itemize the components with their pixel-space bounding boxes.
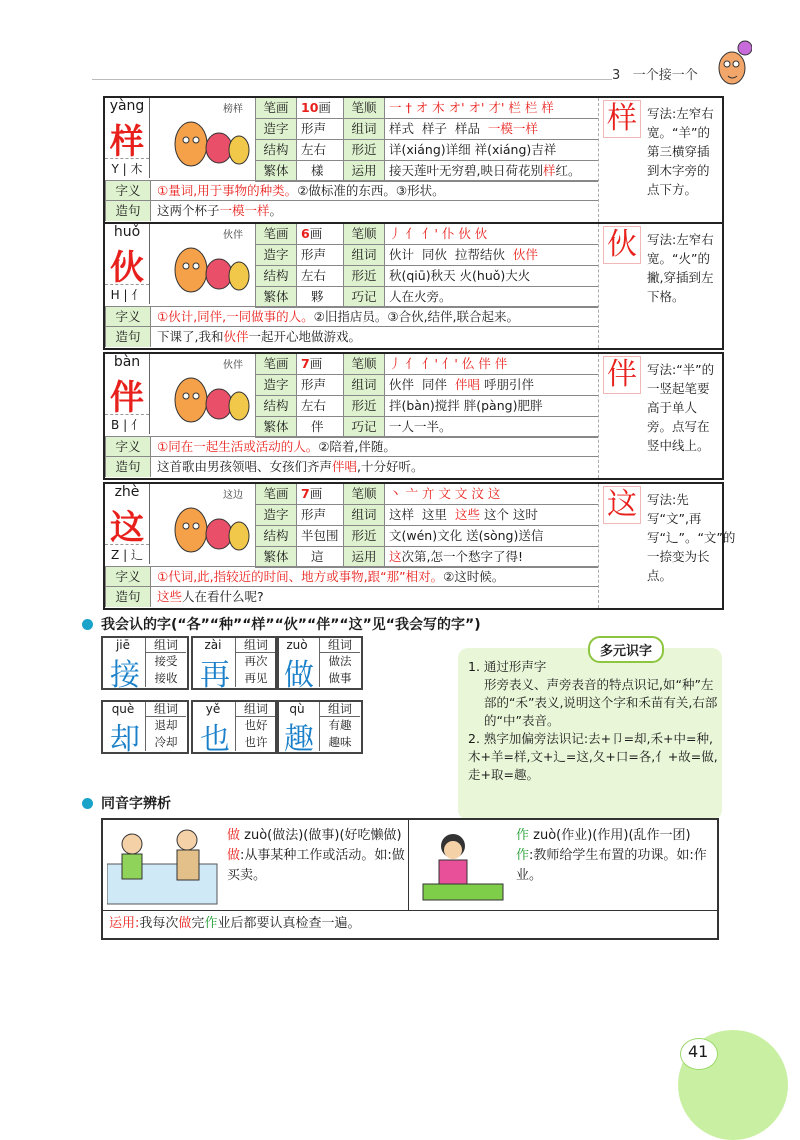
zuo-explanation: [227, 826, 409, 886]
zuci-words: [385, 505, 538, 525]
recognize-zuci-label: 组词: [319, 638, 360, 653]
usage-part: 我每次: [139, 916, 179, 931]
zuci-words: [385, 375, 534, 395]
label-zaozi: 造字: [255, 375, 297, 395]
zuci-words: [385, 119, 538, 139]
zuo-def: :从事某种工作或活动。如:做买卖。: [227, 848, 405, 883]
recognize-pinyin: jiē: [115, 638, 131, 652]
similar-chars: 拌(bàn)搅拌 胖(pàng)肥胖: [389, 398, 543, 413]
zuci-word: 同伙: [421, 247, 447, 262]
row-zaoju: [105, 200, 598, 221]
mascot-icon: [712, 38, 752, 88]
sentence-post: ,十分好听。: [357, 459, 424, 474]
row-jiegou: [255, 266, 598, 287]
stroke-suffix: 画: [309, 486, 323, 501]
row-zaozi: [255, 375, 598, 396]
stroke-count: [297, 98, 345, 118]
char-structure: Z | 辶: [105, 544, 149, 565]
row-zaozi: [255, 505, 598, 526]
label-bihua: 笔画: [255, 484, 297, 504]
zuci-tail: 呼朋引伴: [483, 377, 534, 392]
recognize-word-1: 再次: [235, 653, 276, 670]
stroke-count: [297, 484, 345, 504]
label-zuci: 组词: [343, 505, 385, 525]
meaning-rest: ②这时候。: [443, 569, 505, 584]
char-box: [105, 354, 150, 434]
struct-letter: B: [111, 418, 120, 432]
row-zaoju: [105, 456, 598, 477]
label-jiegou: 结构: [255, 526, 297, 546]
page-number-badge: [678, 1030, 788, 1140]
char-info-grid: [255, 224, 598, 308]
zuo-words: zuò(做法)(做事)(好吃懒做): [240, 828, 402, 843]
char-structure: Y | 木: [105, 158, 149, 179]
recognize-pinyin: qù: [289, 702, 305, 716]
writing-tip-panel: [598, 224, 723, 348]
homophone-title-text: 同音字辨析: [101, 796, 171, 812]
chapter-header: [612, 64, 698, 83]
tip-char: 这: [603, 486, 641, 524]
struct-radical: 辶: [130, 548, 143, 562]
zuci-word: 样子: [421, 121, 447, 136]
recognize-pinyin: què: [111, 702, 135, 716]
usage-sentence: [103, 910, 717, 936]
zuci-word: 样式: [389, 121, 415, 136]
recognize-char: 接: [110, 658, 140, 693]
label-xingjin: 形近: [343, 396, 385, 416]
char-info-grid: [255, 354, 598, 438]
usage-pre: 人在火旁。: [389, 289, 452, 304]
similar-chars: 详(xiáng)详细 祥(xiáng)吉祥: [389, 142, 557, 157]
recognize-word-1: 也好: [235, 717, 276, 734]
recognize-pinyin: yě: [205, 702, 221, 716]
label-zuci: 组词: [343, 375, 385, 395]
label-jiqiao: 巧记: [343, 287, 385, 307]
recognize-zuci-label: 组词: [235, 702, 276, 717]
illustration-caption: 伙伴: [223, 360, 243, 371]
recognize-char: 也: [200, 722, 230, 757]
recognize-word-2: 接收: [145, 670, 186, 687]
row-zaozi: [255, 245, 598, 266]
usage-text: [385, 287, 452, 307]
struct-letter: H: [110, 288, 120, 302]
zuci-highlight: 一模一样: [487, 121, 538, 136]
similar-chars: 文(wén)文化 送(sòng)送信: [389, 528, 544, 543]
illustration-caption: 伙伴: [223, 230, 243, 241]
zuci-word: 样品: [454, 121, 480, 136]
sentence-red: 伙伴: [223, 329, 249, 344]
char-card-3: [103, 482, 736, 610]
usage-zuo: 做: [178, 916, 192, 931]
usage-red: 这: [389, 549, 402, 564]
label-zaozi: 造字: [255, 119, 297, 139]
zuci-word: 伙伴: [389, 377, 415, 392]
char-info-grid: [255, 98, 598, 182]
sentence-pre: 下课了,我和: [157, 329, 224, 344]
stroke-order: 丿 亻 亻' 亻' 仫 伴 伴: [389, 356, 508, 371]
recognize-card-3: [101, 700, 189, 757]
formation: 形声: [301, 247, 327, 262]
label-xingjin: 形近: [343, 526, 385, 546]
recognize-zuci-label: 组词: [145, 702, 186, 717]
usage-tail: 次第,怎一个愁字了得!: [401, 549, 524, 564]
sentence-red: 一模一样: [219, 203, 270, 218]
meaning-red: ①量词,用于事物的种类。: [157, 183, 298, 198]
usage-red: 样: [542, 163, 556, 178]
label-zaoju: 造句: [105, 201, 151, 221]
meaning-rest: ②做标准的东西。③形状。: [297, 183, 445, 198]
label-jiegou: 结构: [255, 266, 297, 286]
row-fanti: [255, 417, 598, 438]
char-large: 这: [110, 508, 144, 548]
label-zaoju: 造句: [105, 327, 151, 347]
writing-tip-panel: [598, 484, 736, 608]
char-info-grid: [255, 484, 598, 568]
stroke-number: 10: [301, 100, 319, 115]
sentence-red: 这些: [157, 589, 183, 604]
label-bishun: 笔顺: [343, 98, 385, 118]
row-zaozi: [255, 119, 598, 140]
label-xingjin: 形近: [343, 140, 385, 160]
sentence-text: [153, 327, 361, 347]
homophone-box: [101, 818, 719, 940]
sentence-pre: 这两个杯子: [157, 203, 220, 218]
label-bihua: 笔画: [255, 354, 297, 374]
recognize-zuci-label: 组词: [319, 702, 360, 717]
zuci-word: 这样: [389, 507, 415, 522]
structure-type: 左右: [301, 142, 327, 157]
tip-char: 伴: [603, 356, 641, 394]
multi-literacy-text: [468, 658, 718, 784]
char-structure: H | 亻: [105, 284, 149, 305]
usage-part: 完: [191, 916, 205, 931]
label-jiqiao: 运用: [343, 161, 385, 181]
recognize-pinyin: zài: [204, 638, 222, 652]
recognize-word-2: 趣味: [319, 734, 360, 751]
recognize-word-2: 再见: [235, 670, 276, 687]
sentence-text: [153, 201, 282, 221]
usage-zuo2: 作: [204, 916, 218, 931]
zuo-char: 做: [227, 828, 241, 843]
multi-literacy-box: [458, 644, 722, 820]
recognize-card-5: [275, 700, 363, 757]
zuci-highlight: 伴唱: [454, 377, 480, 392]
row-fanti: [255, 161, 598, 182]
struct-radical: 木: [130, 162, 143, 176]
recognize-char: 再: [200, 658, 230, 693]
formation: 形声: [301, 377, 327, 392]
row-ziyi: [105, 436, 598, 457]
char-box: [105, 98, 150, 178]
label-ziyi: 字义: [105, 181, 151, 201]
label-fanti: 繁体: [255, 287, 297, 307]
label-bishun: 笔顺: [343, 224, 385, 244]
zuci-tail: 这个 这时: [483, 507, 538, 522]
zuo2-explanation: [516, 826, 712, 886]
writing-tip: 写法:左窄右宽。“火”的撇,穿插到左下格。: [647, 232, 714, 304]
zuci-highlight: 伙伴: [512, 247, 538, 262]
meaning-text: [153, 437, 396, 457]
stroke-suffix: 画: [318, 100, 331, 115]
row-fanti: [255, 547, 598, 568]
recognize-word-1: 退却: [145, 717, 186, 734]
usage-pre: 一人一半。: [389, 419, 452, 434]
row-zaoju: [105, 326, 598, 347]
usage-label: 运用:: [109, 916, 140, 931]
label-ziyi: 字义: [105, 437, 151, 457]
recognize-card-0: [101, 636, 189, 693]
char-card-0: [103, 96, 724, 224]
header-rule: [92, 79, 612, 80]
structure-type: 半包围: [301, 528, 339, 543]
sentence-post: 。: [269, 203, 283, 218]
row-strokes: [255, 224, 598, 245]
stroke-order: 一 † オ 木 オ' オ' 才' 栏 栏 样: [389, 100, 554, 115]
row-jiegou: [255, 140, 598, 161]
row-ziyi: [105, 306, 598, 327]
sentence-text: [153, 587, 264, 607]
row-strokes: [255, 484, 598, 505]
recognize-word-2: 冷却: [145, 734, 186, 751]
stroke-number: 6: [301, 226, 310, 241]
zuo-def-char: 做: [227, 848, 241, 863]
char-card-2: [103, 352, 724, 480]
chapter-number: 3: [612, 68, 621, 83]
writing-tip: 写法:先写“文”,再写“辶”。“文”的一捺变为长点。: [647, 492, 736, 583]
struct-letter: Y: [111, 162, 119, 176]
section-bullet-icon: [82, 619, 93, 630]
label-zaozi: 造字: [255, 505, 297, 525]
zuo2-char: 作: [516, 828, 530, 843]
label-jiqiao: 巧记: [343, 417, 385, 437]
recognize-pinyin: zuò: [286, 638, 308, 652]
struct-radical: 亻: [131, 288, 144, 302]
char-pinyin: bàn: [113, 354, 141, 370]
formation: 形声: [301, 121, 327, 136]
chapter-title: 一个接一个: [632, 68, 698, 83]
writing-tip: 写法:“半”的一竖起笔要高于单人旁。点写在竖中线上。: [647, 362, 715, 453]
traditional-char: 夥: [311, 289, 324, 304]
traditional-char: 樣: [311, 163, 324, 178]
zuci-word: 拉帮结伙: [454, 247, 505, 262]
recognize-zuci-label: 组词: [145, 638, 186, 653]
homophone-section-title: [82, 793, 171, 813]
sentence-red: 伴唱: [332, 459, 358, 474]
recognize-word-2: 做事: [319, 670, 360, 687]
usage-pre: 接天莲叶无穷碧,映日荷花别: [389, 163, 543, 178]
row-jiegou: [255, 396, 598, 417]
label-bishun: 笔顺: [343, 354, 385, 374]
zuci-word: 伙计: [389, 247, 415, 262]
label-jiqiao: 运用: [343, 547, 385, 567]
zuci-word: 同伴: [421, 377, 447, 392]
traditional-char: 伴: [311, 419, 324, 434]
char-structure: B | 亻: [105, 414, 149, 435]
char-card-1: [103, 222, 724, 350]
label-jiegou: 结构: [255, 396, 297, 416]
recognize-zuci-label: 组词: [235, 638, 276, 653]
recognize-card-4: [191, 700, 279, 757]
meaning-red: ①伙计,同伴,一同做事的人。: [157, 309, 314, 324]
label-fanti: 繁体: [255, 547, 297, 567]
struct-letter: Z: [111, 548, 120, 562]
recognize-card-2: [275, 636, 363, 693]
divider: [408, 820, 409, 910]
recognize-char: 做: [284, 658, 314, 693]
recognize-word-1: 接受: [145, 653, 186, 670]
char-box: [105, 224, 150, 304]
meaning-rest: ②陪着,伴随。: [318, 439, 396, 454]
recognize-word-1: 做法: [319, 653, 360, 670]
label-ziyi: 字义: [105, 307, 151, 327]
sentence-pre: 这首歌由男孩领唱、女孩们齐声: [157, 459, 333, 474]
row-strokes: [255, 98, 598, 119]
struct-radical: 亻: [130, 418, 143, 432]
label-zuci: 组词: [343, 119, 385, 139]
zuo2-def: :教师给学生布置的功课。如:作业。: [516, 848, 707, 883]
tip-char: 伙: [603, 226, 641, 264]
shop-scene-illustration: [107, 824, 221, 906]
writing-tip: 写法:左窄右宽。“羊”的第三横穿插到木字旁的点下方。: [647, 106, 714, 197]
usage-text: [385, 547, 523, 567]
similar-chars: 秋(qiū)秋天 火(huǒ)大火: [389, 268, 531, 283]
char-pinyin: huǒ: [113, 224, 141, 240]
illustration-caption: 这边: [223, 490, 243, 501]
tip1-head: 1. 通过形声字: [468, 659, 547, 674]
page-number: 41: [688, 1042, 709, 1061]
zuo2-words: zuò(作业)(作用)(乱作一团): [529, 828, 691, 843]
stroke-order: 丶 亠 亣 文 文 汶 这: [389, 486, 501, 501]
tip1-body: 形旁表义、声旁表音的特点识记,如“种”左部的“禾”表义,说明这个字和禾苗有关,右部的“中”表音。: [484, 677, 718, 728]
label-zuci: 组词: [343, 245, 385, 265]
meaning-red: ①代词,此,指较近的时间、地方或事物,跟“那”相对。: [157, 569, 444, 584]
recognize-section-title: [82, 614, 481, 634]
zuci-highlight: 这些: [454, 507, 480, 522]
label-bihua: 笔画: [255, 224, 297, 244]
sentence-post: 人在看什么呢?: [182, 589, 264, 604]
usage-part: 业后都要认真检查一遍。: [217, 916, 361, 931]
label-zaoju: 造句: [105, 457, 151, 477]
sentence-post: 一起开心地做游戏。: [248, 329, 362, 344]
usage-text: [385, 417, 452, 437]
recognize-word-2: 也许: [235, 734, 276, 751]
char-box: [105, 484, 150, 564]
sentence-text: [153, 457, 424, 477]
row-jiegou: [255, 526, 598, 547]
label-zaoju: 造句: [105, 587, 151, 607]
recognize-char: 趣: [284, 722, 314, 757]
stroke-suffix: 画: [309, 226, 323, 241]
stroke-count: [297, 224, 345, 244]
char-pinyin: yàng: [109, 98, 145, 114]
usage-text: [385, 161, 581, 181]
structure-type: 左右: [301, 268, 327, 283]
label-jiegou: 结构: [255, 140, 297, 160]
row-ziyi: [105, 566, 598, 587]
zuo2-def-char: 作: [516, 848, 530, 863]
recognize-card-1: [191, 636, 279, 693]
section-bullet-icon: [82, 798, 93, 809]
label-bihua: 笔画: [255, 98, 297, 118]
char-large: 伴: [110, 378, 144, 418]
label-bishun: 笔顺: [343, 484, 385, 504]
label-fanti: 繁体: [255, 417, 297, 437]
label-fanti: 繁体: [255, 161, 297, 181]
multi-literacy-title: 多元识字: [588, 636, 664, 663]
recognize-char: 却: [110, 722, 140, 757]
row-zaoju: [105, 586, 598, 607]
tip-char: 样: [603, 100, 641, 138]
writing-tip-panel: [598, 98, 723, 222]
stroke-number: 7: [301, 486, 310, 501]
formation: 形声: [301, 507, 327, 522]
stroke-count: [297, 354, 345, 374]
usage-tail: 红。: [555, 163, 581, 178]
girl-homework-illustration: [413, 824, 511, 906]
row-ziyi: [105, 180, 598, 201]
char-pinyin: zhè: [114, 484, 140, 500]
recognize-title-text: 我会认的字(“各”“种”“样”“伙”“伴”“这”见“我会写的字”): [101, 617, 481, 633]
zuci-words: [385, 245, 538, 265]
stroke-suffix: 画: [309, 356, 323, 371]
zuci-word: 这里: [421, 507, 447, 522]
label-xingjin: 形近: [343, 266, 385, 286]
meaning-text: [153, 307, 519, 327]
meaning-red: ①同在一起生活或活动的人。: [157, 439, 319, 454]
meaning-text: [153, 567, 504, 587]
stroke-order: 丿 亻 亻' 仆 伙 伙: [389, 226, 488, 241]
traditional-char: 這: [311, 549, 324, 564]
meaning-text: [153, 181, 445, 201]
structure-type: 左右: [301, 398, 327, 413]
illustration-caption: 榜样: [223, 104, 243, 115]
recognize-word-1: 有趣: [319, 717, 360, 734]
label-zaozi: 造字: [255, 245, 297, 265]
tip2: 2. 熟字加偏旁法识记:去+卩=却,禾+中=种,木+羊=样,文+辶=这,夂+口=各,亻+故=做,走+取=趣。: [468, 731, 718, 782]
char-large: 样: [110, 122, 144, 162]
row-fanti: [255, 287, 598, 308]
stroke-number: 7: [301, 356, 310, 371]
meaning-rest: ②旧指店员。③合伙,结伴,联合起来。: [313, 309, 520, 324]
row-strokes: [255, 354, 598, 375]
char-large: 伙: [110, 248, 144, 288]
label-ziyi: 字义: [105, 567, 151, 587]
writing-tip-panel: [598, 354, 723, 478]
